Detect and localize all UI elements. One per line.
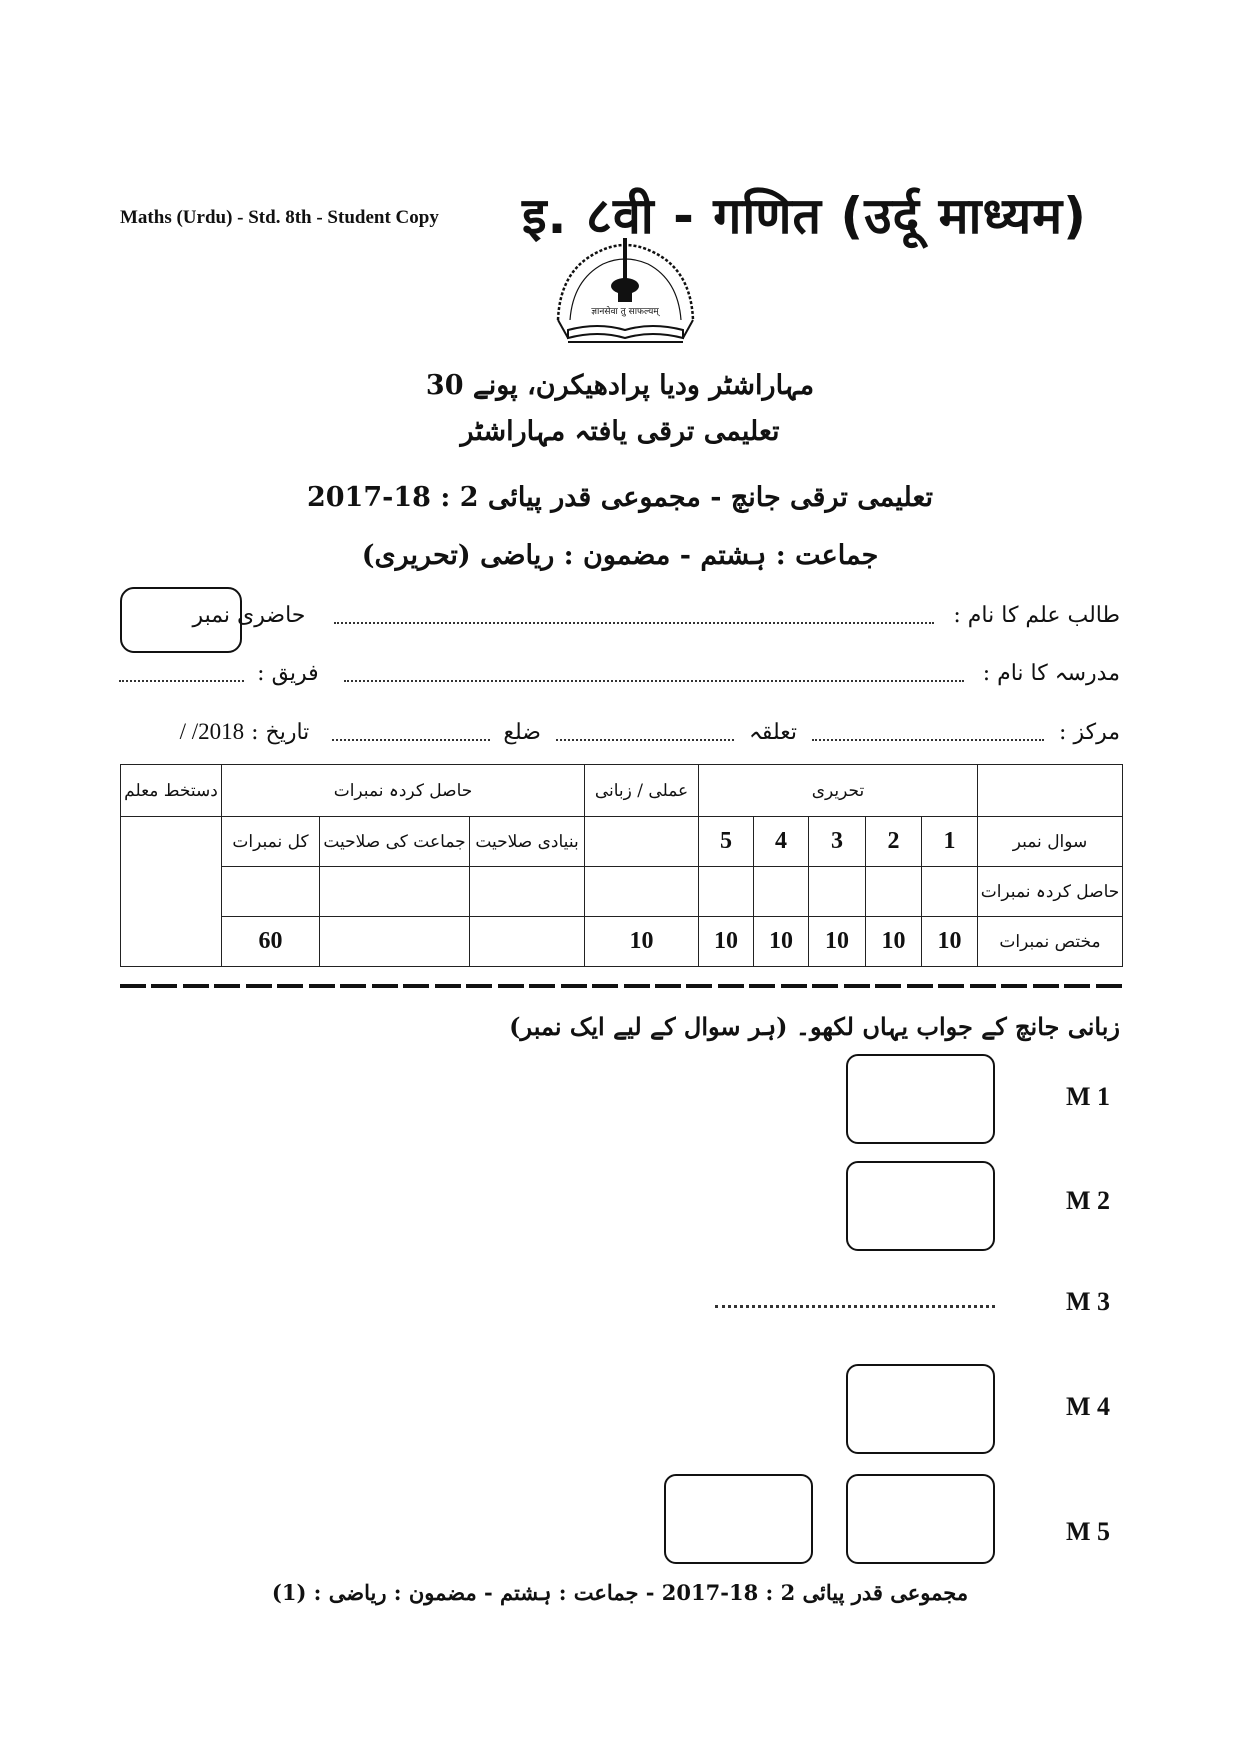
oral-answer-box[interactable] <box>664 1474 813 1564</box>
program-name: تعلیمی ترقی یافتہ مہاراشٹر <box>460 416 780 447</box>
teacher-sign-header: دستخط معلم <box>121 765 222 817</box>
division-field[interactable] <box>119 666 244 682</box>
obtained-marks-label: حاصل کردہ نمبرات <box>978 867 1123 917</box>
oral-section-heading: زبانی جانچ کے جواب یہاں لکھو۔ (ہر سوال کے لیے ایک نمبر) <box>509 1012 1120 1041</box>
obtained-cell[interactable] <box>699 867 754 917</box>
obtained-cell[interactable] <box>320 867 470 917</box>
question-number-cell: 1 <box>922 817 978 867</box>
written-header: تحریری <box>699 765 978 817</box>
obtained-header: حاصل کردہ نمبرات <box>222 765 585 817</box>
student-name-row <box>192 603 1120 628</box>
oral-answer-box[interactable] <box>846 1161 995 1251</box>
question-number-cell: 4 <box>754 817 809 867</box>
center-field[interactable] <box>812 725 1044 741</box>
obtained-cell[interactable] <box>585 867 699 917</box>
student-name-label: طالب علم کا نام : <box>953 603 1120 628</box>
class-ability-header: جماعت کی صلاحیت <box>320 817 470 867</box>
oral-question-label: M 5 <box>1066 1517 1111 1546</box>
oral-question-label: M 2 <box>1066 1186 1111 1215</box>
student-name-field[interactable] <box>334 608 934 624</box>
allotted-oral-cell: 10 <box>585 917 699 967</box>
allotted-marks-row <box>121 917 1123 967</box>
district-label: ضلع <box>503 720 541 745</box>
question-number-cell: 2 <box>866 817 922 867</box>
school-name-field[interactable] <box>344 666 964 682</box>
empty-cell <box>320 917 470 967</box>
division-label: فریق : <box>257 661 319 686</box>
empty-header-cell <box>978 765 1123 817</box>
table-header-row <box>121 765 1123 817</box>
hindi-title: इ. ८वी - गणित (उर्दू माध्यम) <box>522 187 1088 245</box>
obtained-cell[interactable] <box>866 867 922 917</box>
allotted-marks-label: مختص نمبرات <box>978 917 1123 967</box>
center-row <box>180 719 1120 745</box>
roll-number-box[interactable] <box>120 587 242 653</box>
obtained-cell[interactable] <box>809 867 866 917</box>
allotted-cell: 10 <box>922 917 978 967</box>
allotted-cell: 10 <box>809 917 866 967</box>
page-footer: مجموعی قدر پیائی 2 : 18-2017 - جماعت : ہشتم - مضمون : ریاضی : (1) <box>271 1580 969 1605</box>
oral-question-label: M 4 <box>1066 1392 1111 1421</box>
question-number-cell: 3 <box>809 817 866 867</box>
oral-question-label: M 3 <box>1066 1287 1111 1316</box>
oral-answer-box[interactable] <box>846 1364 995 1454</box>
roll-number-label: حاضری نمبر <box>192 603 306 628</box>
district-field[interactable] <box>332 725 490 741</box>
empty-cell <box>470 917 585 967</box>
basic-ability-header: بنیادی صلاحیت <box>470 817 585 867</box>
emblem-motto: ज्ञानसेवा तु साफल्यम् <box>591 307 659 317</box>
obtained-cell[interactable] <box>222 867 320 917</box>
copy-label: Maths (Urdu) - Std. 8th - Student Copy <box>120 207 439 228</box>
question-number-cell: 5 <box>699 817 754 867</box>
taluka-label: تعلقہ <box>749 720 798 745</box>
obtained-cell[interactable] <box>922 867 978 917</box>
total-marks-header: کل نمبرات <box>222 817 320 867</box>
exam-title: تعلیمی ترقی جانچ - مجموعی قدر پیائی 2 : 18-2017 <box>306 482 934 513</box>
question-number-row <box>121 817 1123 867</box>
class-subject: جماعت : ہشتم - مضمون : ریاضی (تحریری) <box>361 540 879 571</box>
obtained-marks-row <box>121 867 1123 917</box>
obtained-cell[interactable] <box>754 867 809 917</box>
school-name-row <box>119 661 1120 686</box>
oral-answer-line[interactable] <box>715 1305 995 1308</box>
marks-table <box>120 764 1123 967</box>
oral-question-label: M 1 <box>1066 1082 1111 1111</box>
center-label: مرکز : <box>1059 720 1120 745</box>
taluka-field[interactable] <box>556 725 734 741</box>
oral-answer-box[interactable] <box>846 1474 995 1564</box>
organization-name: مہاراشٹر ودیا پرادھیکرن، پونے 30 <box>425 370 815 401</box>
scps-emblem-icon <box>548 230 703 350</box>
question-number-label: سوال نمبر <box>978 817 1123 867</box>
date-label: تاریخ : <box>251 720 310 745</box>
teacher-sign-cell[interactable] <box>121 817 222 967</box>
allotted-cell: 10 <box>866 917 922 967</box>
allotted-cell: 10 <box>754 917 809 967</box>
cut-line <box>120 984 1122 988</box>
allotted-total-cell: 60 <box>222 917 320 967</box>
oral-answer-box[interactable] <box>846 1054 995 1144</box>
obtained-cell[interactable] <box>470 867 585 917</box>
allotted-cell: 10 <box>699 917 754 967</box>
empty-cell <box>585 817 699 867</box>
school-name-label: مدرسہ کا نام : <box>982 661 1120 686</box>
practical-oral-header: عملی / زبانی <box>585 765 699 817</box>
date-value: 2018/ / <box>179 719 245 744</box>
